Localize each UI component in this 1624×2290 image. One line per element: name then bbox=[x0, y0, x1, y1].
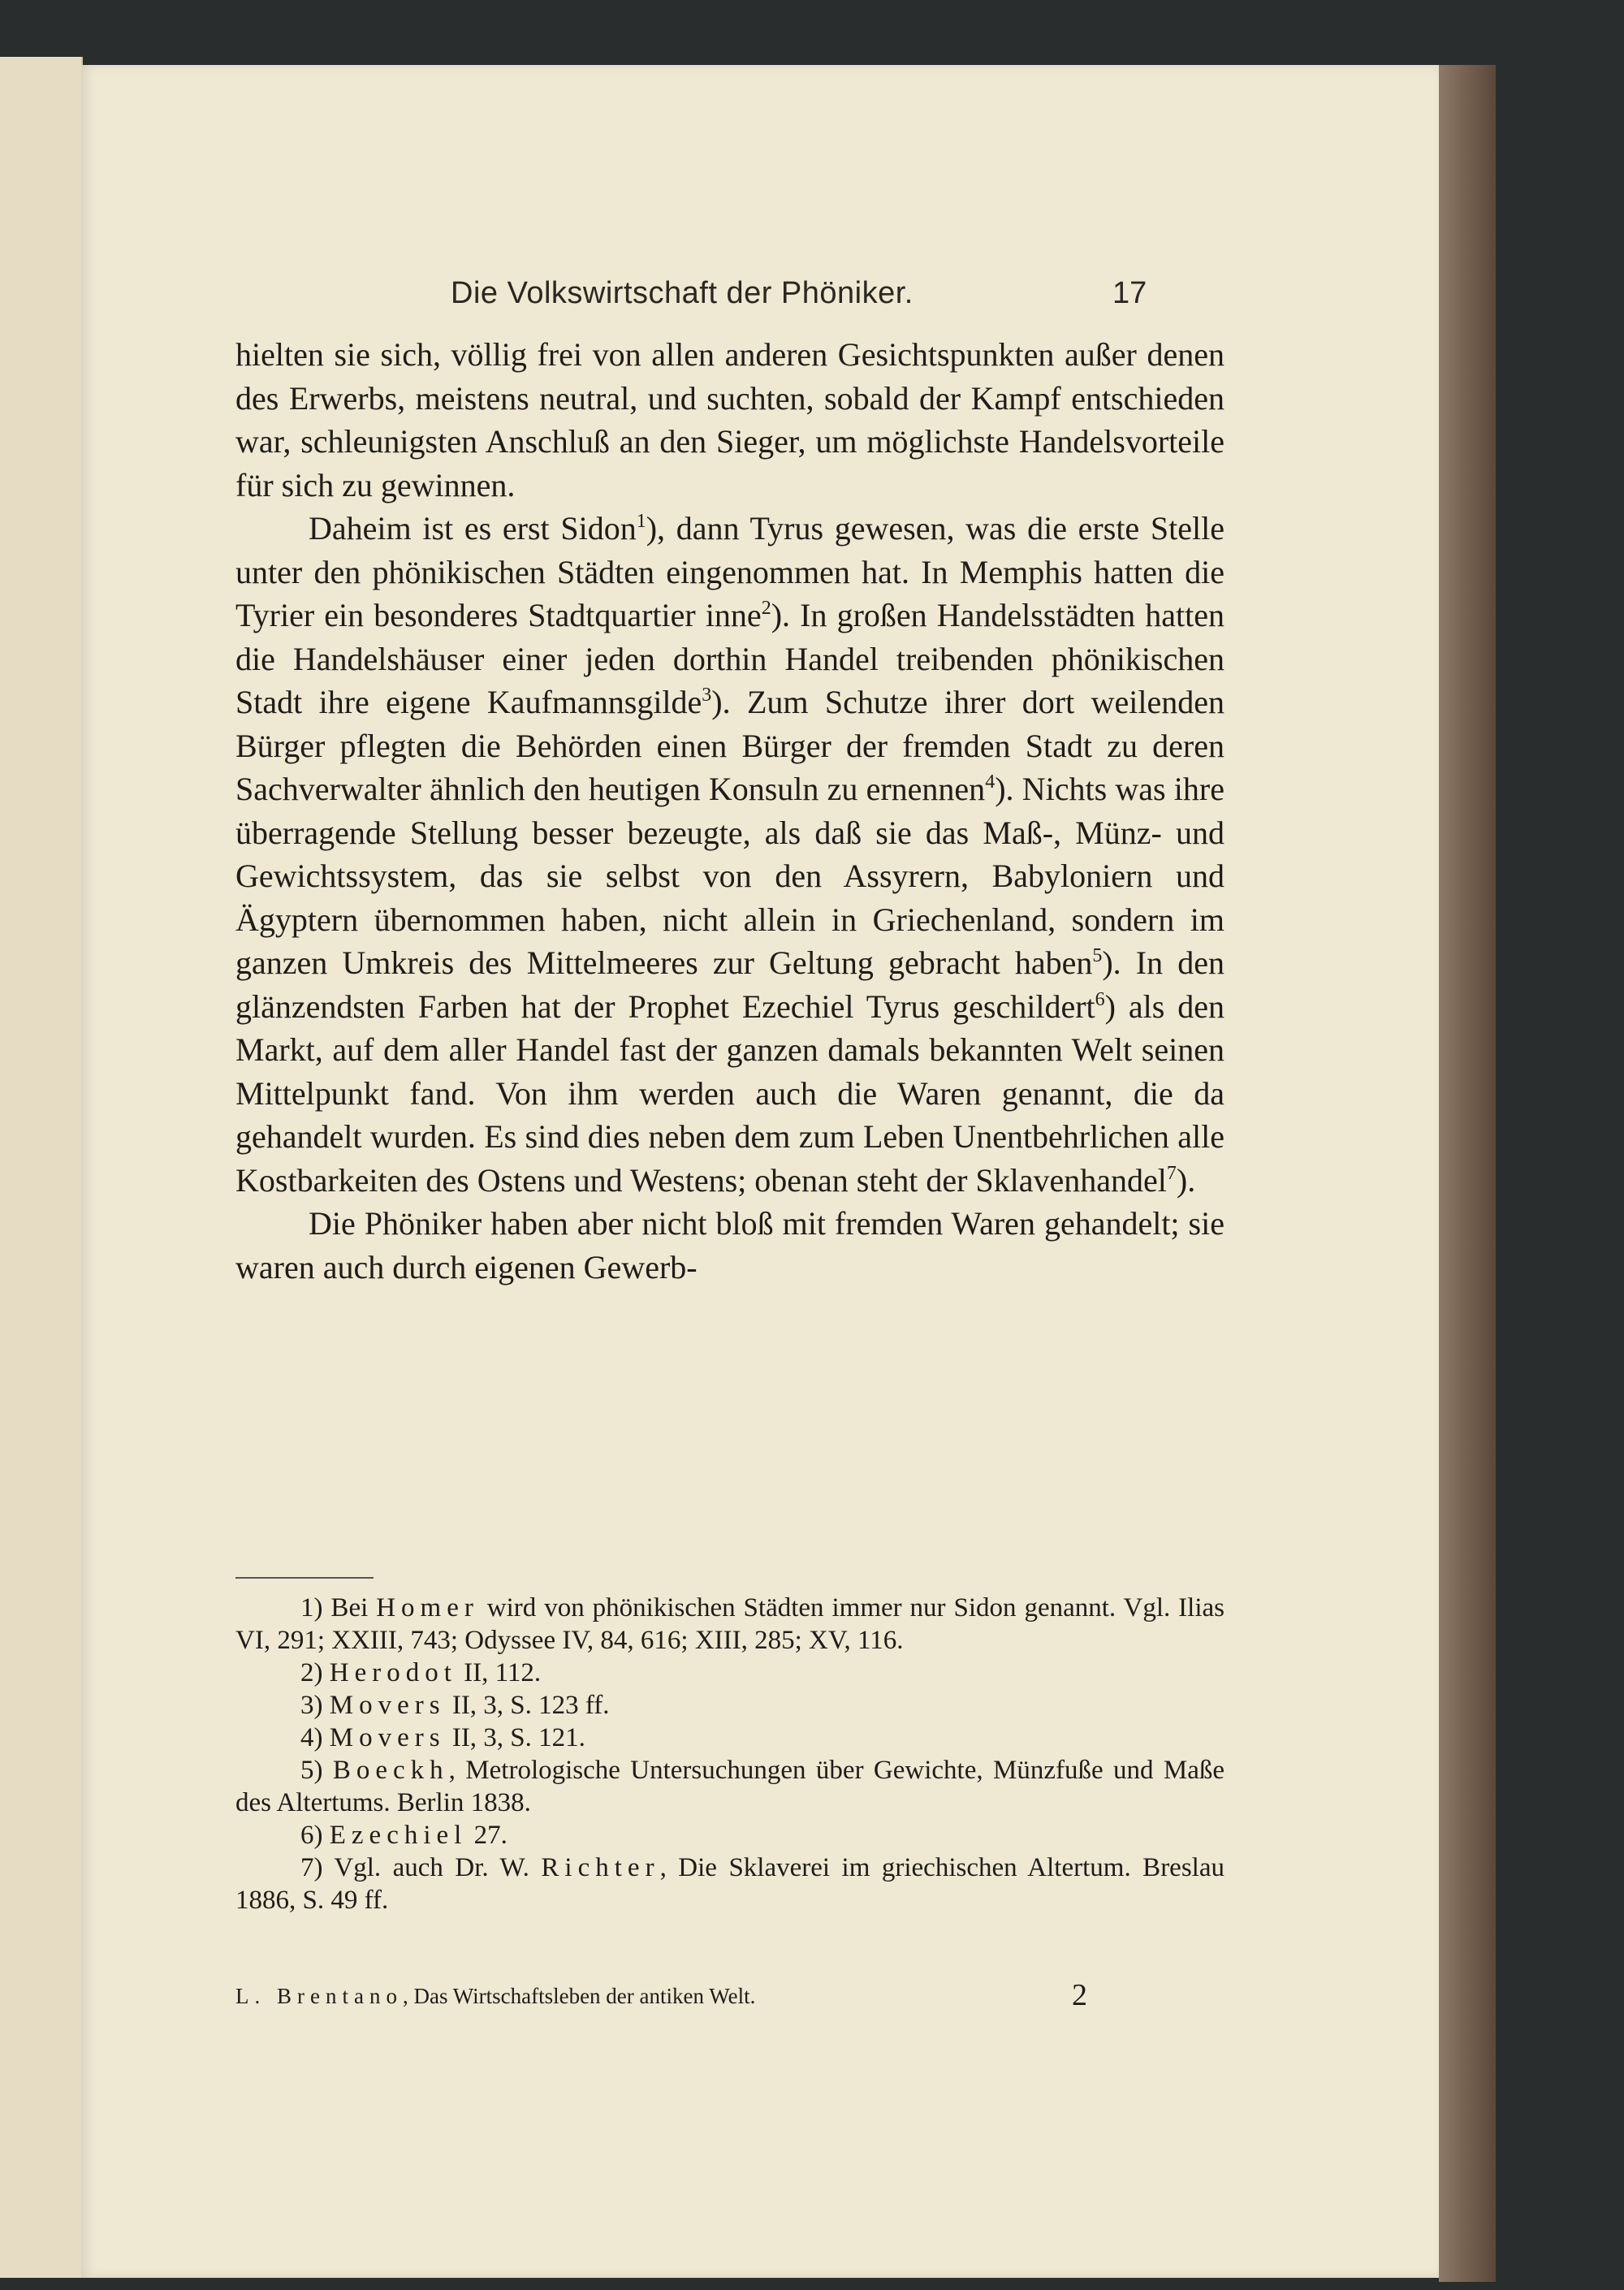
printer-signature bbox=[235, 1977, 1224, 2014]
paragraph-text: Daheim ist es erst Sidon bbox=[309, 510, 637, 547]
footnote bbox=[235, 1754, 1224, 1819]
footnote-author: Richter bbox=[541, 1853, 660, 1882]
footnote bbox=[235, 1689, 1224, 1722]
footnote-ref: 4 bbox=[985, 771, 996, 793]
book-page bbox=[81, 65, 1439, 2278]
sheet-number: 2 bbox=[1072, 1978, 1087, 2012]
footnote-text: wird von phönikischen Städten immer nur Sidon genannt. Vgl. Ilias VI, 291; XXIII, 743; Odyssee IV, 84, 616; XIII, 285; XV, 116. bbox=[235, 1593, 1224, 1655]
footnote-text: , Metrologische Untersuchungen über Gewichte, Münzfuße und Maße des Altertums. Berlin 1838. bbox=[235, 1756, 1224, 1817]
running-title: Die Volkswirtschaft der Phöniker. bbox=[451, 276, 914, 310]
footnotes bbox=[235, 1592, 1224, 1916]
footnote bbox=[235, 1592, 1224, 1657]
footnote-text: II, 3, S. 123 ff. bbox=[445, 1691, 610, 1720]
paragraph-text: ). In großen Handelsstädten hatten die Handelshäuser einer jeden dorthin Handel treibenden phönikischen Stadt ihre eigene Kaufmannsgilde bbox=[235, 597, 1224, 720]
paragraph-text: ). Nichts was ihre überragende Stellung besser bezeugte, als daß sie das Maß-, Münz- und Gewichtssystem, das sie selbst von den Assyrern, Babyloniern und Ägyptern übernommen haben, nicht allein in Griechenland, sondern im ganzen Umkreis des Mittelmeeres zur Geltung gebracht haben bbox=[235, 771, 1224, 981]
footnote-author: Movers bbox=[329, 1691, 446, 1720]
paragraph-text: ). In den glänzendsten Farben hat der Prophet Ezechiel Tyrus geschildert bbox=[235, 944, 1224, 1025]
footnote-prefix: 1) Bei bbox=[300, 1593, 377, 1622]
footnote-ref: 2 bbox=[761, 598, 771, 619]
footnote bbox=[235, 1819, 1224, 1851]
footnote bbox=[235, 1657, 1224, 1689]
footnote-author: Herodot bbox=[329, 1658, 457, 1687]
footnote-prefix: 3) bbox=[300, 1691, 330, 1720]
footnote-ref: 7 bbox=[1166, 1162, 1177, 1184]
paragraph-text: ) als den Markt, auf dem aller Handel fast der ganzen damals bekannten Welt seinen Mittelpunkt fand. Von ihm werden auch die Waren genannt, die da gehandelt wurden. Es sind dies neben dem zum Leben Unentbehrlichen alle Kostbarkeiten des Ostens und Westens; obenan steht der Sklavenhandel bbox=[235, 987, 1224, 1199]
footnote-ref: 3 bbox=[702, 685, 712, 706]
footnote-text: II, 3, S. 121. bbox=[445, 1723, 585, 1752]
paragraph bbox=[235, 333, 1224, 507]
footnote bbox=[235, 1851, 1224, 1916]
footnote-prefix: 7) Vgl. auch Dr. W. bbox=[300, 1853, 542, 1882]
footnote-author: Boeckh bbox=[332, 1756, 449, 1785]
paragraph-text: ). bbox=[1176, 1161, 1196, 1199]
footnote-prefix: 4) bbox=[300, 1723, 330, 1752]
body-text bbox=[235, 333, 1224, 1289]
paragraph bbox=[235, 1202, 1224, 1289]
footnote bbox=[235, 1722, 1224, 1754]
signature-line bbox=[235, 1984, 755, 2009]
facing-page-edge bbox=[0, 57, 83, 2278]
footnote-prefix: 5) bbox=[300, 1756, 333, 1785]
book-page-edges bbox=[1439, 65, 1496, 2282]
signature-work: , Das Wirtschaftsleben der antiken Welt. bbox=[402, 1984, 756, 2008]
footnote-text: , Die Sklaverei im griechischen Altertum. Breslau 1886, S. 49 ff. bbox=[235, 1853, 1224, 1915]
footnote-text: 27. bbox=[467, 1821, 508, 1850]
paragraph-text: Die Phöniker haben aber nicht bloß mit fremden Waren gehandelt; sie waren auch durch eigenen Gewerb- bbox=[235, 1205, 1224, 1285]
page-number: 17 bbox=[1112, 276, 1147, 310]
running-head bbox=[81, 276, 1439, 325]
footnote-author: Ezechiel bbox=[329, 1821, 468, 1850]
paragraph-text: ), dann Tyrus gewesen, was die erste Stelle unter den phönikischen Städten eingenommen hat. In Memphis hatten die Tyrier ein besonderes Stadtquartier inne bbox=[235, 510, 1224, 633]
footnote-divider bbox=[235, 1577, 374, 1579]
footnote-prefix: 2) bbox=[300, 1658, 330, 1687]
signature-author: L. Brentano bbox=[235, 1984, 403, 2008]
footnote-prefix: 6) bbox=[300, 1821, 330, 1850]
footnote-ref: 5 bbox=[1092, 945, 1103, 966]
footnote-ref: 1 bbox=[636, 511, 646, 532]
paragraph bbox=[235, 507, 1224, 1202]
footnote-ref: 6 bbox=[1095, 988, 1105, 1010]
paragraph-text: ). Zum Schutze ihrer dort weilenden Bürger pflegten die Behörden einen Bürger der fremden Stadt zu deren Sachverwalter ähnlich den heutigen Konsuln zu ernennen bbox=[235, 684, 1224, 807]
footnote-author: Homer bbox=[376, 1593, 479, 1622]
paragraph-text: hielten sie sich, völlig frei von allen anderen Gesichtspunkten außer denen des Erwerbs, meistens neutral, und suchten, sobald der Kampf entschieden war, schleunigsten Anschluß an den Sieger, um möglichste Handelsvorteile für sich zu gewinnen. bbox=[235, 336, 1224, 503]
footnote-text: II, 112. bbox=[456, 1658, 542, 1687]
footnote-author: Movers bbox=[329, 1723, 446, 1752]
